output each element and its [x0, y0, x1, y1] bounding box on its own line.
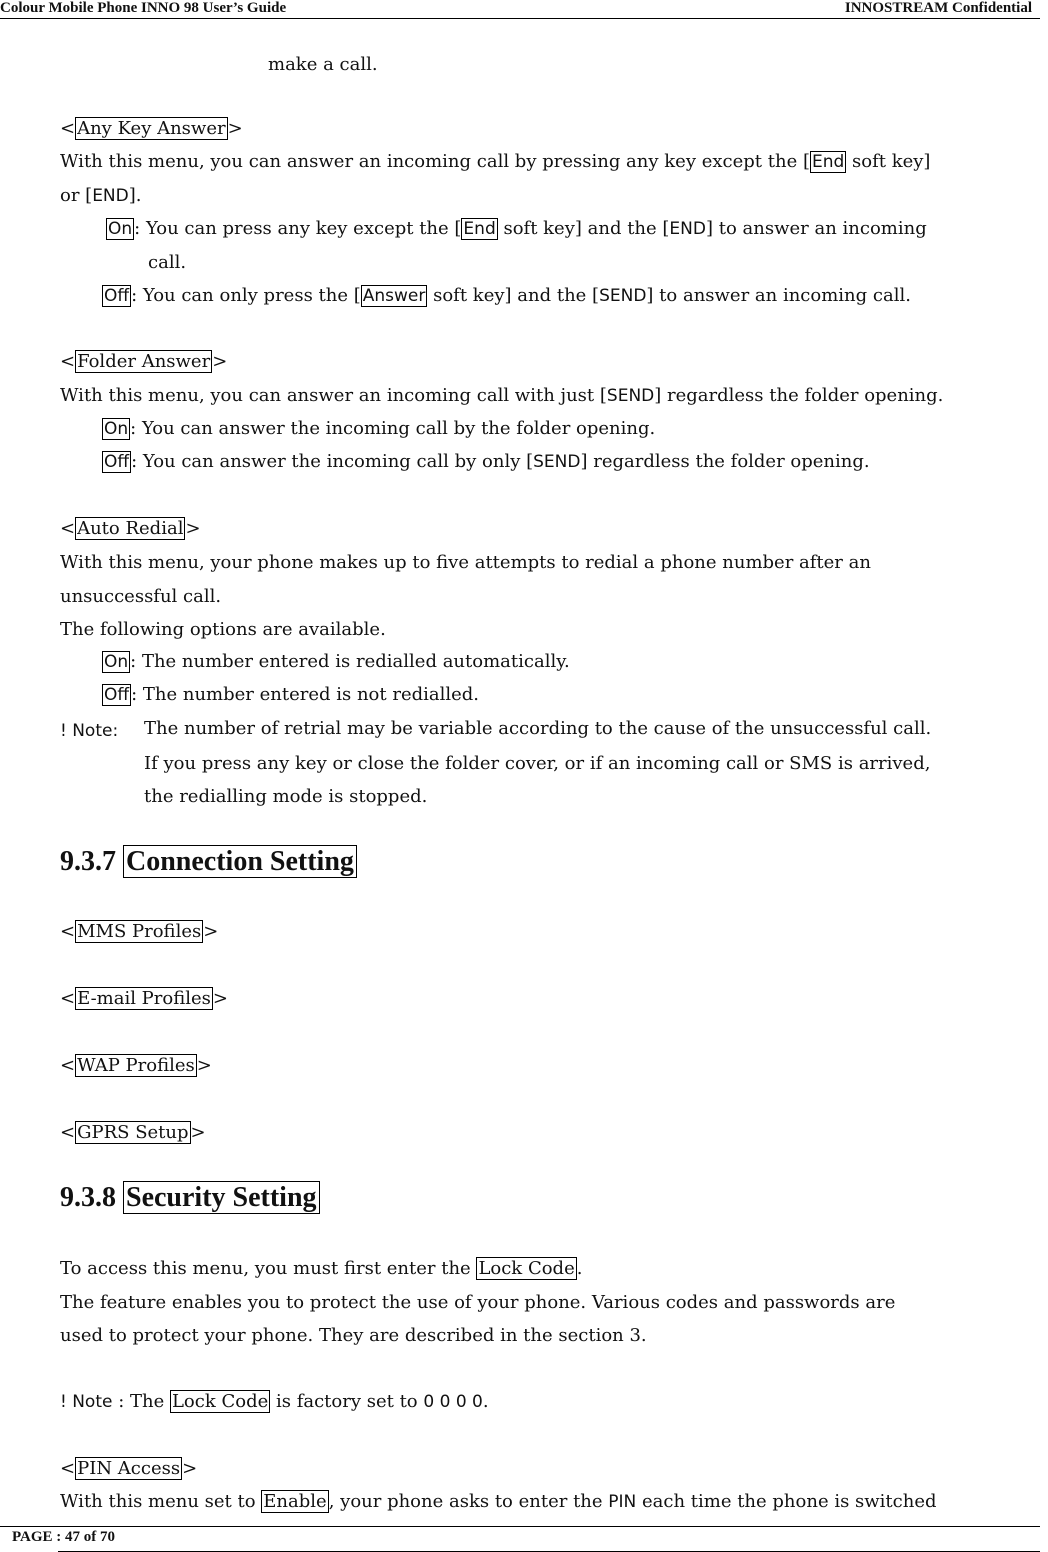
wap-profiles-item: < WAP Profiles >	[60, 1055, 212, 1076]
any-key-desc-line2: or [END].	[60, 185, 142, 206]
security-para2: The feature enables you to protect the use of your phone. Various codes and passwords are	[60, 1292, 896, 1313]
auto-redial-desc2: unsuccessful call.	[60, 586, 222, 607]
mms-profiles-item: < MMS Profiles >	[60, 921, 219, 942]
redial-note-label: ! Note:	[60, 721, 119, 741]
redial-note-line1: The number of retrial may be variable according to the cause of the unsuccessful call.	[144, 718, 932, 739]
folder-on-option: On : You can answer the incoming call by the folder opening.	[104, 418, 656, 439]
security-note: ! Note : The Lock Code is factory set to 0 0 0 0.	[60, 1391, 489, 1412]
header-title: Colour Mobile Phone INNO 98 User’s Guide	[0, 0, 287, 16]
section-security-setting-title: 9.3.8 Security Setting	[60, 1181, 320, 1215]
any-key-on-cont: call.	[148, 252, 187, 273]
folder-answer-desc: With this menu, you can answer an incoming call with just [SEND] regardless the folder opening.	[60, 385, 944, 406]
security-para3: used to protect your phone. They are described in the section 3.	[60, 1325, 647, 1346]
header-confidential: INNOSTREAM Confidential	[844, 0, 1032, 16]
page-footer	[0, 1526, 1040, 1545]
security-para1: To access this menu, you must first enter the Lock Code .	[60, 1258, 583, 1279]
continued-text: make a call.	[268, 54, 378, 75]
redial-note-line2: If you press any key or close the folder cover, or if an incoming call or SMS is arrived,	[144, 753, 931, 774]
gprs-setup-item: < GPRS Setup >	[60, 1122, 206, 1143]
redial-off-option: Off : The number entered is not redialled.	[104, 684, 480, 705]
folder-answer-heading: < Folder Answer >	[60, 351, 228, 372]
any-key-desc-line1: With this menu, you can answer an incoming call by pressing any key except the [ End soft key]	[60, 151, 931, 172]
auto-redial-heading: < Auto Redial >	[60, 518, 201, 539]
any-key-answer-heading: < Any Key Answer >	[60, 118, 243, 139]
any-key-off-option: Off : You can only press the [ Answer soft key] and the [SEND] to answer an incoming call.	[104, 285, 911, 306]
redial-note-line3: the redialling mode is stopped.	[144, 786, 428, 807]
email-profiles-item: < E-mail Profiles >	[60, 988, 228, 1009]
folder-off-option: Off : You can answer the incoming call by only [SEND] regardless the folder opening.	[104, 451, 870, 472]
auto-redial-desc3: The following options are available.	[60, 619, 386, 640]
page-header	[0, 0, 1040, 19]
pin-access-desc: With this menu set to Enable , your phone asks to enter the PIN each time the phone is switched	[60, 1491, 937, 1512]
auto-redial-desc1: With this menu, your phone makes up to five attempts to redial a phone number after an	[60, 552, 871, 573]
page-number: PAGE : 47 of 70	[12, 1529, 116, 1545]
pin-access-heading: < PIN Access >	[60, 1458, 198, 1479]
any-key-on-option: On : You can press any key except the [ End soft key] and the [END] to answer an incoming	[108, 218, 927, 239]
section-connection-setting-title: 9.3.7 Connection Setting	[60, 845, 357, 879]
redial-on-option: On : The number entered is redialled automatically.	[104, 651, 570, 672]
